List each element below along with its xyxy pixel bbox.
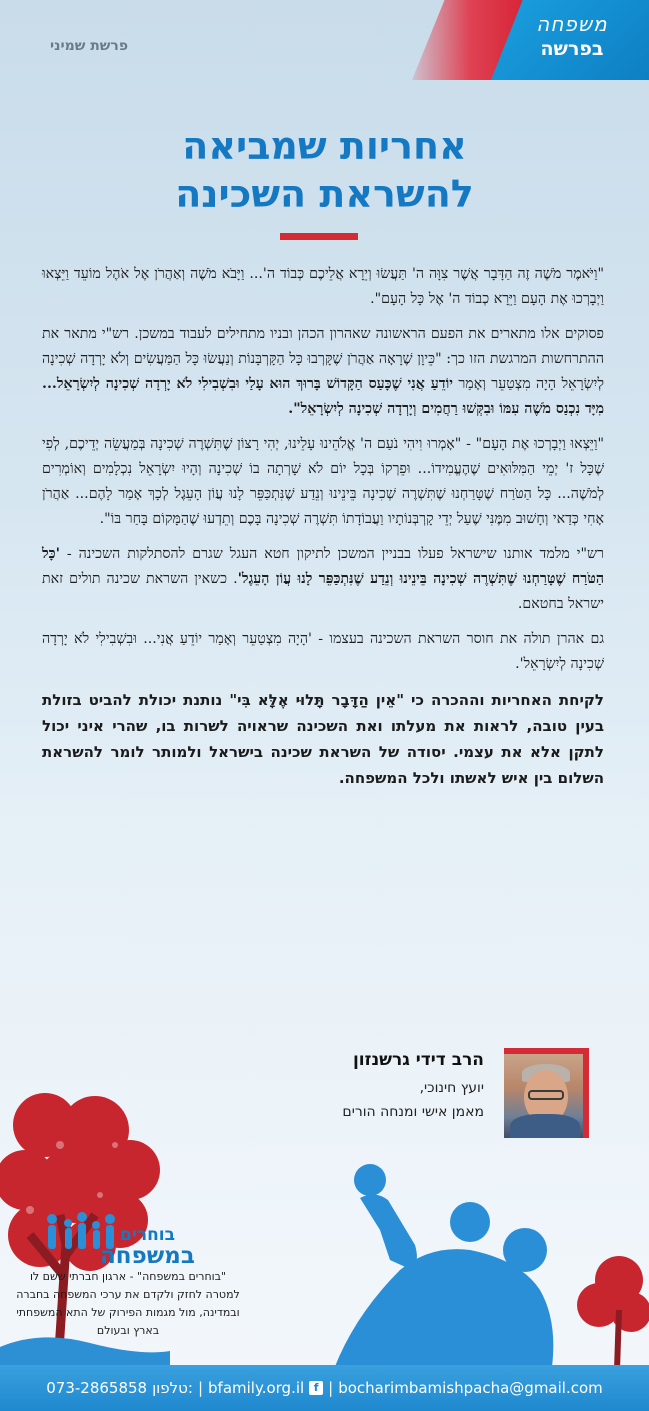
parsha-name: פרשת שמיני — [50, 38, 129, 54]
small-red-tree-illustration — [569, 1250, 649, 1370]
separator: | — [328, 1379, 334, 1397]
facebook-icon[interactable]: f — [309, 1381, 323, 1395]
paragraph-4-text: רש"י מלמד אותנו שישראל פעלו בבניין המשכן לתיקון חטא העגל שגרם להסתלקות השכינה - — [59, 546, 604, 562]
author-photo — [504, 1048, 589, 1138]
paragraph-2-bold: יוֹדֵעַ אֲנִי שֶׁכָּעַס הַקָּדוֹשׁ בָּרוּךְ הוּא עָלַי וּבִשְׁבִילִי לֹא יָרְדָה שְׁכִינָה לְיִשְׂרָאֵל... מִיָּד נִכְנַס מֹשֶׁה עִמּוֹ וּבִקְּשׁוּ רַחֲמִים וְיָרְדָה שְׁכִינָה לְיִשְׂרָאֵל". — [42, 376, 604, 417]
paragraph-5: גם אהרן תולה את חוסר השראת השכינה בעצמו - 'הָיָה מִצְטַעֵר וְאָמַר יוֹדֵעַ אֲנִי... וּבִשְׁבִילִי לֹא יָרְדָה שְׁכִינָה לְיִשְׂרָאֵל'. — [42, 631, 604, 672]
title-line1: אחריות שמביאה — [182, 124, 467, 168]
paragraph-3: "וַיֵּצְאוּ וַיְבָרְכוּ אֶת הָעָם" - "אָמְרוּ וִיהִי נֹעַם ה' אֱלֹהֵינוּ עָלֵינוּ, יְהִי רָצוֹן שֶׁתִּשְׁרֶה שְׁכִינָה בְּמַעֲשֵׂה יְדֵיכֶם, לְפִי שֶׁכָּל ז' יְמֵי הַמִּלּוּאִים שֶׁהֶעֱמִידוֹ... וּפֵרְקוֹ בְּכָל יוֹם לֹא שָׁרְתָה בוֹ שְׁכִינָה וְהָיוּ יִשְׂרָאֵל נִכְלָמִים וְאוֹמְרִים לְמֹשֶׁה... כָּל הַטֹּרַח שֶׁטָּרַחְנוּ שֶׁתִּשְׁרֶה שְׁכִינָה בֵּינֵינוּ וְנֵדַע שֶׁנִּתְכַּפֵּר לָנוּ עֲוֹן הָעֵגֶל לְכָךְ אָמַר לָהֶם... אַהֲרֹן אָחִי כְּדַאי וְחָשׁוּב מִמֶּנִּי שֶׁעַל יְדֵי קָרְבְּנוֹתָיו וַעֲבוֹדָתוֹ תִּשְׁרֶה שְׁכִינָה בָּכֶם וְתֵדְעוּ שֶׁהַמָּקוֹם בָּחַר בּוֹ". — [42, 436, 604, 527]
article-title — [0, 122, 649, 218]
org-name-line1: בוחרים — [120, 1225, 175, 1245]
paragraph-6: לקיחת האחריות וההכרה כי "אֵין הַדָּבָר תָּלוּי אֶלָּא בִּי" נותנת יכולת להביט בזולת בעין טובה, לראות את מעלתו ואת השכינה שראויה לשרות בו, שהרי איני יכול לתקן אלא את עצמי. יסודה של השראת שכינה בישראל ולמותר לומר להשראת השלום בין איש לאשתו ולכל המשפחה. — [42, 691, 604, 787]
org-description: "בוחרים במשפחה" - ארגון חברתי ששם לו למטרה לחזק ולקדם את ערכי המשפחה בחברה ובמדינה, מול מגמות הפירוק של התא המשפחתי בארץ ובעולם — [16, 1270, 240, 1337]
author-role-1: יועץ חינוכי, — [419, 1080, 484, 1096]
paragraph-4-end: . כשאין השראת שכינה תולים זאת ישראל בחטאם. — [42, 571, 604, 612]
logo-line1: משפחה — [536, 12, 608, 36]
paragraph-2 — [42, 322, 604, 422]
title-divider — [280, 233, 358, 240]
author-role-2: מאמן אישי ומנחה הורים — [342, 1104, 484, 1120]
title-line2: להשראת השכינה — [175, 172, 474, 216]
separator: | — [197, 1379, 204, 1397]
phone-label: טלפון: — [152, 1379, 193, 1397]
paragraph-2-text: פסוקים אלו מתארים את הפעם הראשונה שאהרון הכהן ובניו מתחילים לעבוד במשכן. רש"י מתאר את ההתרחשות המרגשת הזו כך: "כֵּיוָן שֶׁרָאָה אַהֲרֹן שֶׁקָּרְבוּ כָּל הַקָּרְבָּנוֹת וְנַעֲשׂוּ כָּל הַמַּעֲשִׂים וְלֹא יָרְדָה שְׁכִינָה לְיִשְׂרָאֵל הָיָה מִצְטַעֵר וְאָמַר — [42, 326, 604, 392]
website-link[interactable]: bfamily.org.il — [208, 1379, 305, 1397]
org-name-line2: במשפחה — [100, 1243, 195, 1269]
header-logo — [517, 14, 627, 59]
contact-footer — [0, 1365, 649, 1411]
paragraph-4-bold: 'כָּל הַטֹּרַח שֶׁטָּרַחְנוּ שֶׁתִּשְׁרֶה שְׁכִינָה בֵּינֵינוּ וְנֵדַע שֶׁנִּתְכַּפֵּר לָנוּ עֲוֹן הָעֵגֶל' — [42, 546, 604, 587]
email-link[interactable]: bocharimbamishpacha@gmail.com — [338, 1379, 603, 1397]
paragraph-4 — [42, 542, 604, 617]
author-name: הרב דידי גרשנזון — [352, 1050, 484, 1070]
phone-number[interactable]: 073-2865858 — [46, 1379, 148, 1397]
article-body — [42, 262, 604, 801]
family-silhouette-illustration — [320, 1150, 580, 1380]
logo-line2: בפרשה — [540, 38, 604, 60]
paragraph-1: "וַיֹּאמֶר מֹשֶׁה זֶה הַדָּבָר אֲשֶׁר צִוָּה ה' תַּעֲשׂוּ וְיֵרָא אֲלֵיכֶם כְּבוֹד ה'... וַיָּבֹא מֹשֶׁה וְאַהֲרֹן אֶל אֹהֶל מוֹעֵד וַיֵּצְאוּ וַיְבָרְכוּ אֶת הָעָם וַיֵּרָא כְבוֹד ה' אֶל כָּל הָעָם". — [42, 266, 604, 307]
